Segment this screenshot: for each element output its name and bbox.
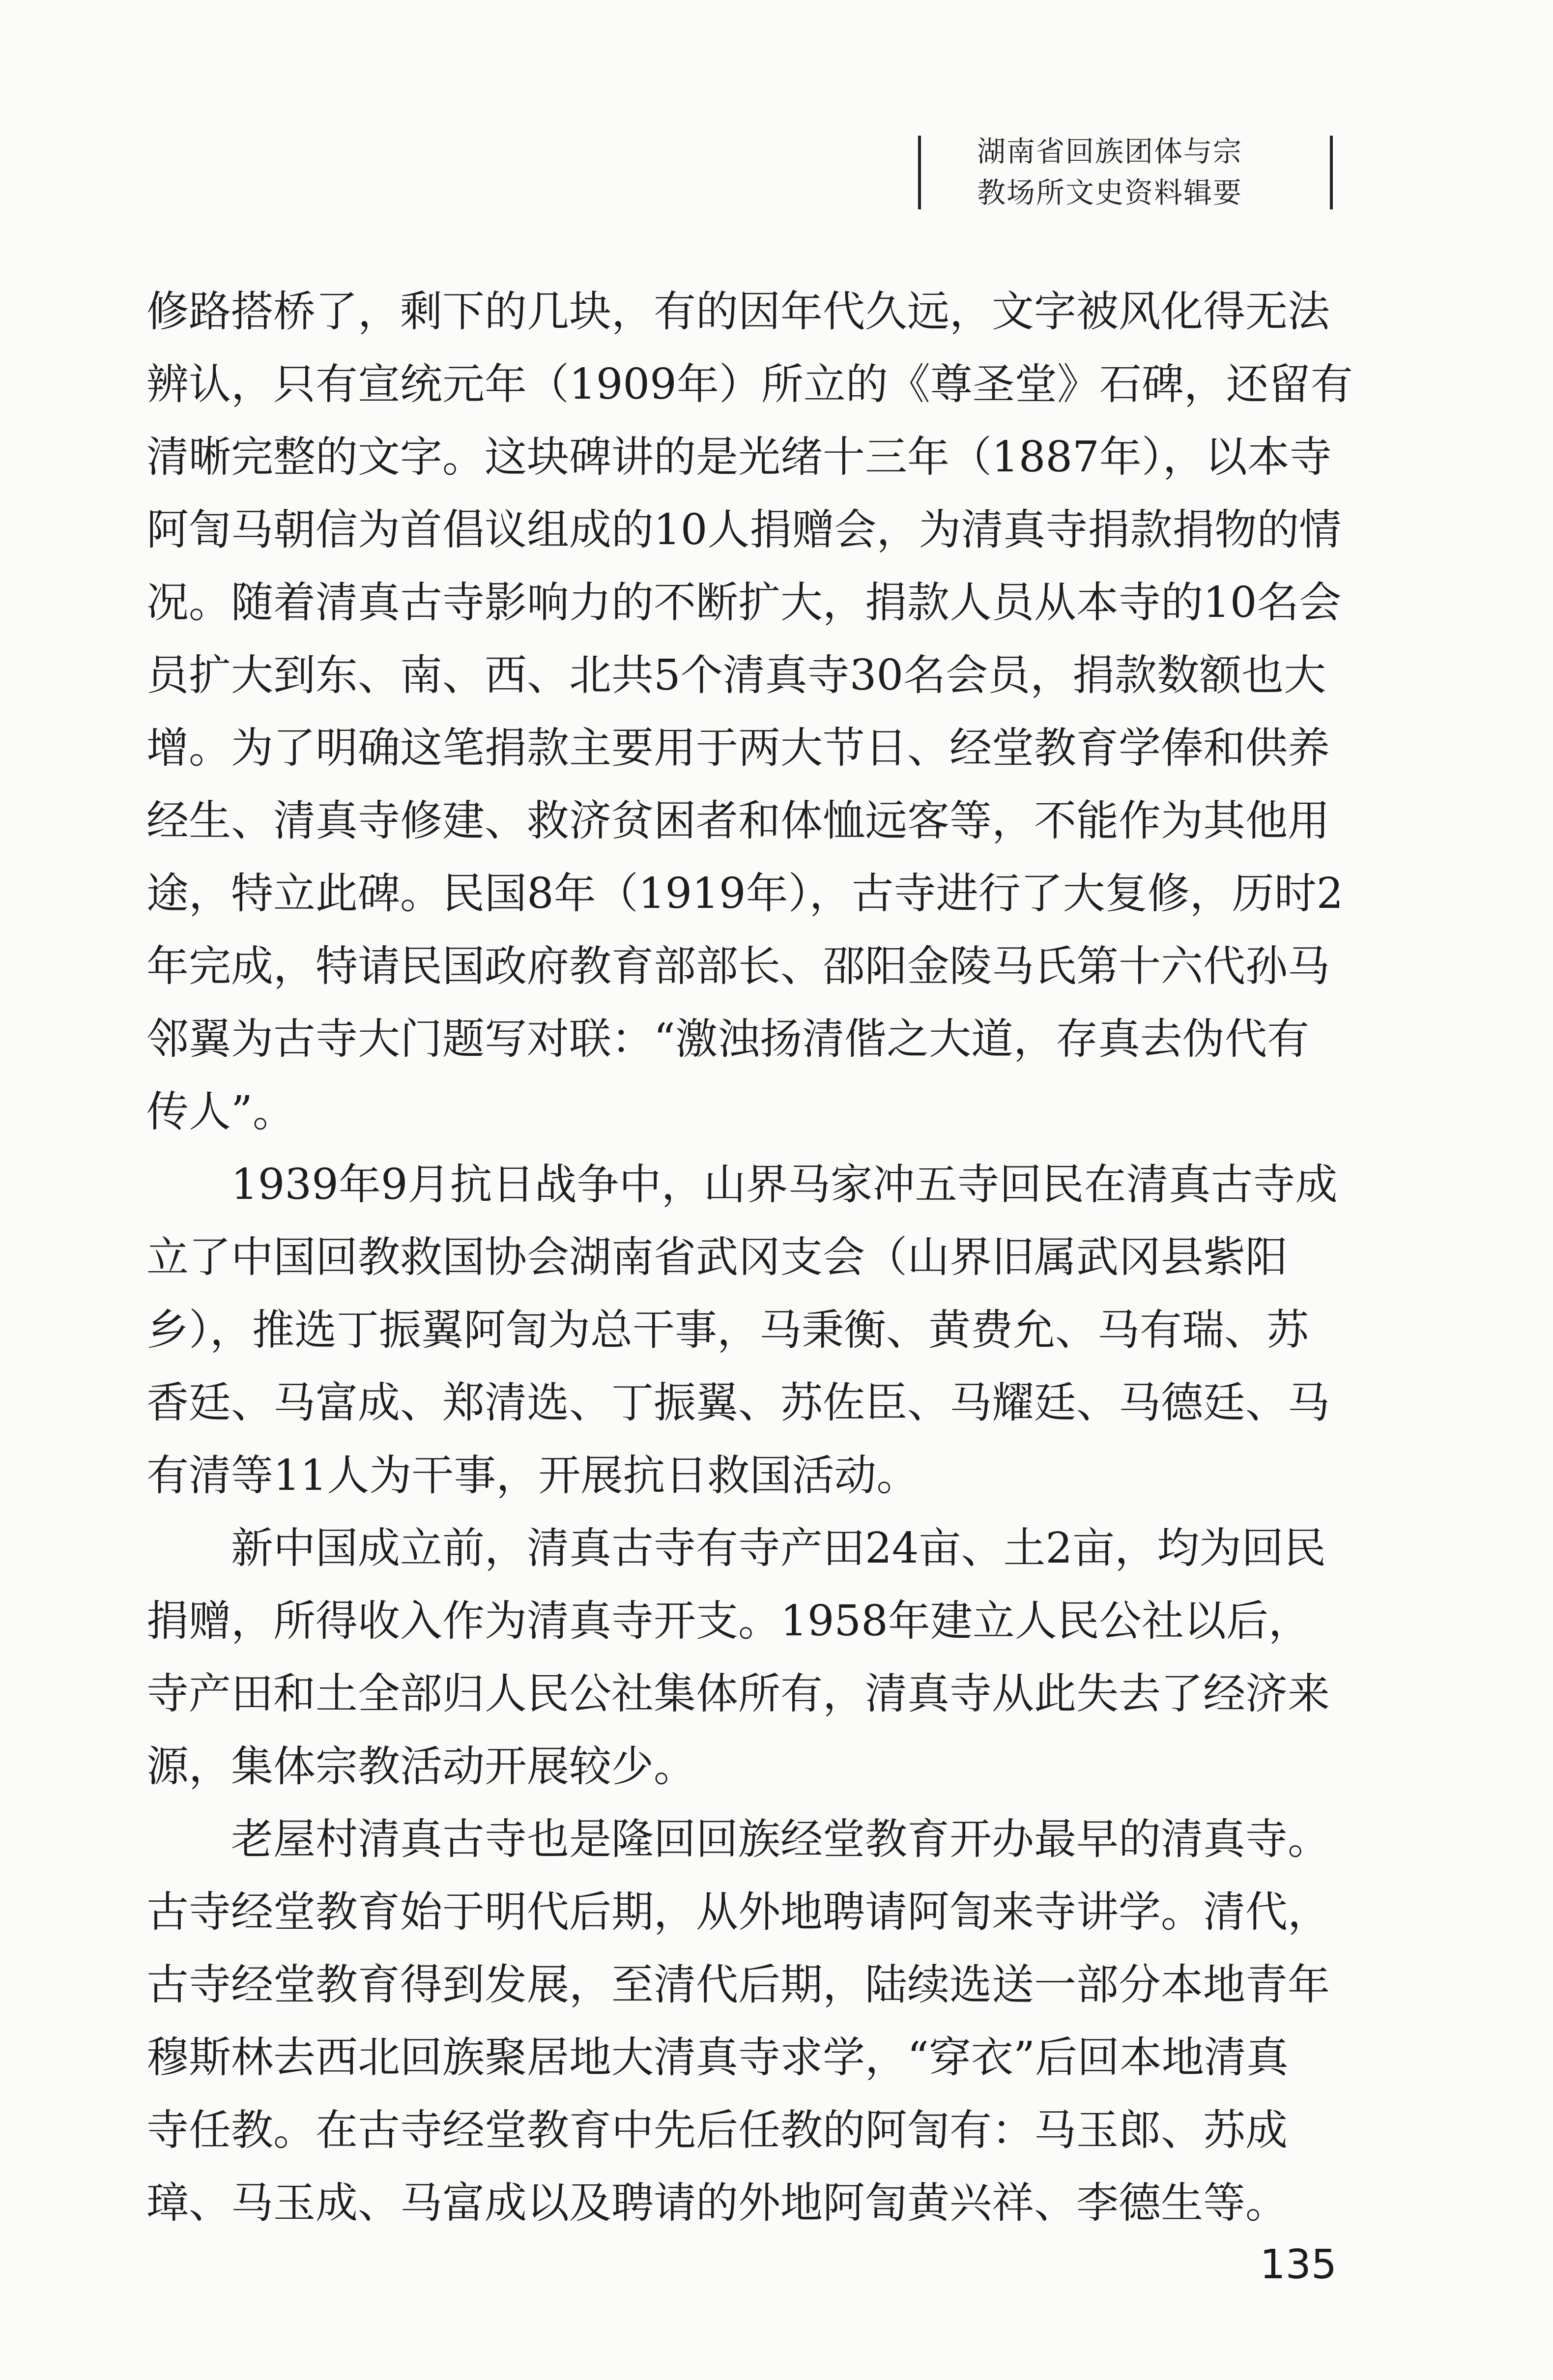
header-left-rule	[918, 136, 921, 209]
text-line: 乡），推选丁振翼阿訇为总干事，马秉衡、黄费允、马有瑞、苏	[146, 1306, 1309, 1355]
page-number: 135	[1260, 2241, 1337, 2288]
text-line: 清晰完整的文字。这块碑讲的是光绪十三年（1887年），以本寺	[146, 433, 1332, 482]
text-line: 穆斯林去西北回族聚居地大清真寺求学，“穿衣”后回本地清真	[146, 2033, 1289, 2082]
text-line: 古寺经堂教育始于明代后期，从外地聘请阿訇来寺讲学。清代，	[146, 1887, 1330, 1937]
text-line: 璋、马玉成、马富成以及聘请的外地阿訇黄兴祥、李德生等。	[146, 2178, 1288, 2228]
text-line: 有清等11人为干事，开展抗日救国活动。	[146, 1451, 919, 1500]
text-line: 经生、清真寺修建、救济贫困者和体恤远客等，不能作为其他用	[146, 796, 1330, 845]
text-line: 阿訇马朝信为首倡议组成的10人捐赠会，为清真寺捐款捐物的情	[146, 505, 1342, 554]
header-right-rule	[1330, 136, 1333, 209]
text-line: 邻翼为古寺大门题写对联：“激浊扬清偕之大道，存真去伪代有	[146, 1015, 1309, 1064]
text-line: 况。随着清真古寺影响力的不断扩大，捐款人员从本寺的10名会	[146, 578, 1342, 627]
text-line: 传人”。	[146, 1087, 295, 1136]
text-line: 立了中国回教救国协会湖南省武冈支会（山界旧属武冈县紫阳	[146, 1233, 1288, 1282]
text-line: 增。为了明确这笔捐款主要用于两大节日、经堂教育学俸和供养	[146, 724, 1330, 773]
text-line: 老屋村清真古寺也是隆回回族经堂教育开办最早的清真寺。	[231, 1815, 1330, 1864]
header-title-line-2: 教场所文史资料辑要	[977, 176, 1243, 209]
text-line: 古寺经堂教育得到发展，至清代后期，陆续选送一部分本地青年	[146, 1960, 1330, 2009]
text-line: 修路搭桥了，剩下的几块，有的因年代久远，文字被风化得无法	[146, 287, 1330, 336]
text-line: 寺任教。在古寺经堂教育中先后任教的阿訇有：马玉郎、苏成	[146, 2106, 1288, 2155]
text-line: 年完成，特请民国政府教育部部长、邵阳金陵马氏第十六代孙马	[146, 942, 1330, 991]
header-title-line-1: 湖南省回族团体与宗	[977, 135, 1243, 168]
text-line: 1939年9月抗日战争中，山界马家冲五寺回民在清真古寺成	[231, 1160, 1338, 1209]
running-header	[918, 132, 1336, 218]
text-line: 辨认，只有宣统元年（1909年）所立的《尊圣堂》石碑，还留有	[146, 360, 1353, 409]
text-line: 员扩大到东、南、西、北共5个清真寺30名会员，捐款数额也大	[146, 651, 1326, 700]
text-line: 香廷、马富成、郑清选、丁振翼、苏佐臣、马耀廷、马德廷、马	[146, 1378, 1330, 1427]
text-line: 寺产田和土全部归人民公社集体所有，清真寺从此失去了经济来	[146, 1669, 1330, 1718]
text-line: 捐赠，所得收入作为清真寺开支。1958年建立人民公社以后，	[146, 1596, 1311, 1646]
text-line: 源，集体宗教活动开展较少。	[146, 1742, 696, 1791]
body-text	[146, 275, 1353, 2239]
text-line: 途，特立此碑。民国8年（1919年），古寺进行了大复修，历时2	[146, 869, 1344, 918]
text-line: 新中国成立前，清真古寺有寺产田24亩、土2亩，均为回民	[231, 1524, 1326, 1573]
